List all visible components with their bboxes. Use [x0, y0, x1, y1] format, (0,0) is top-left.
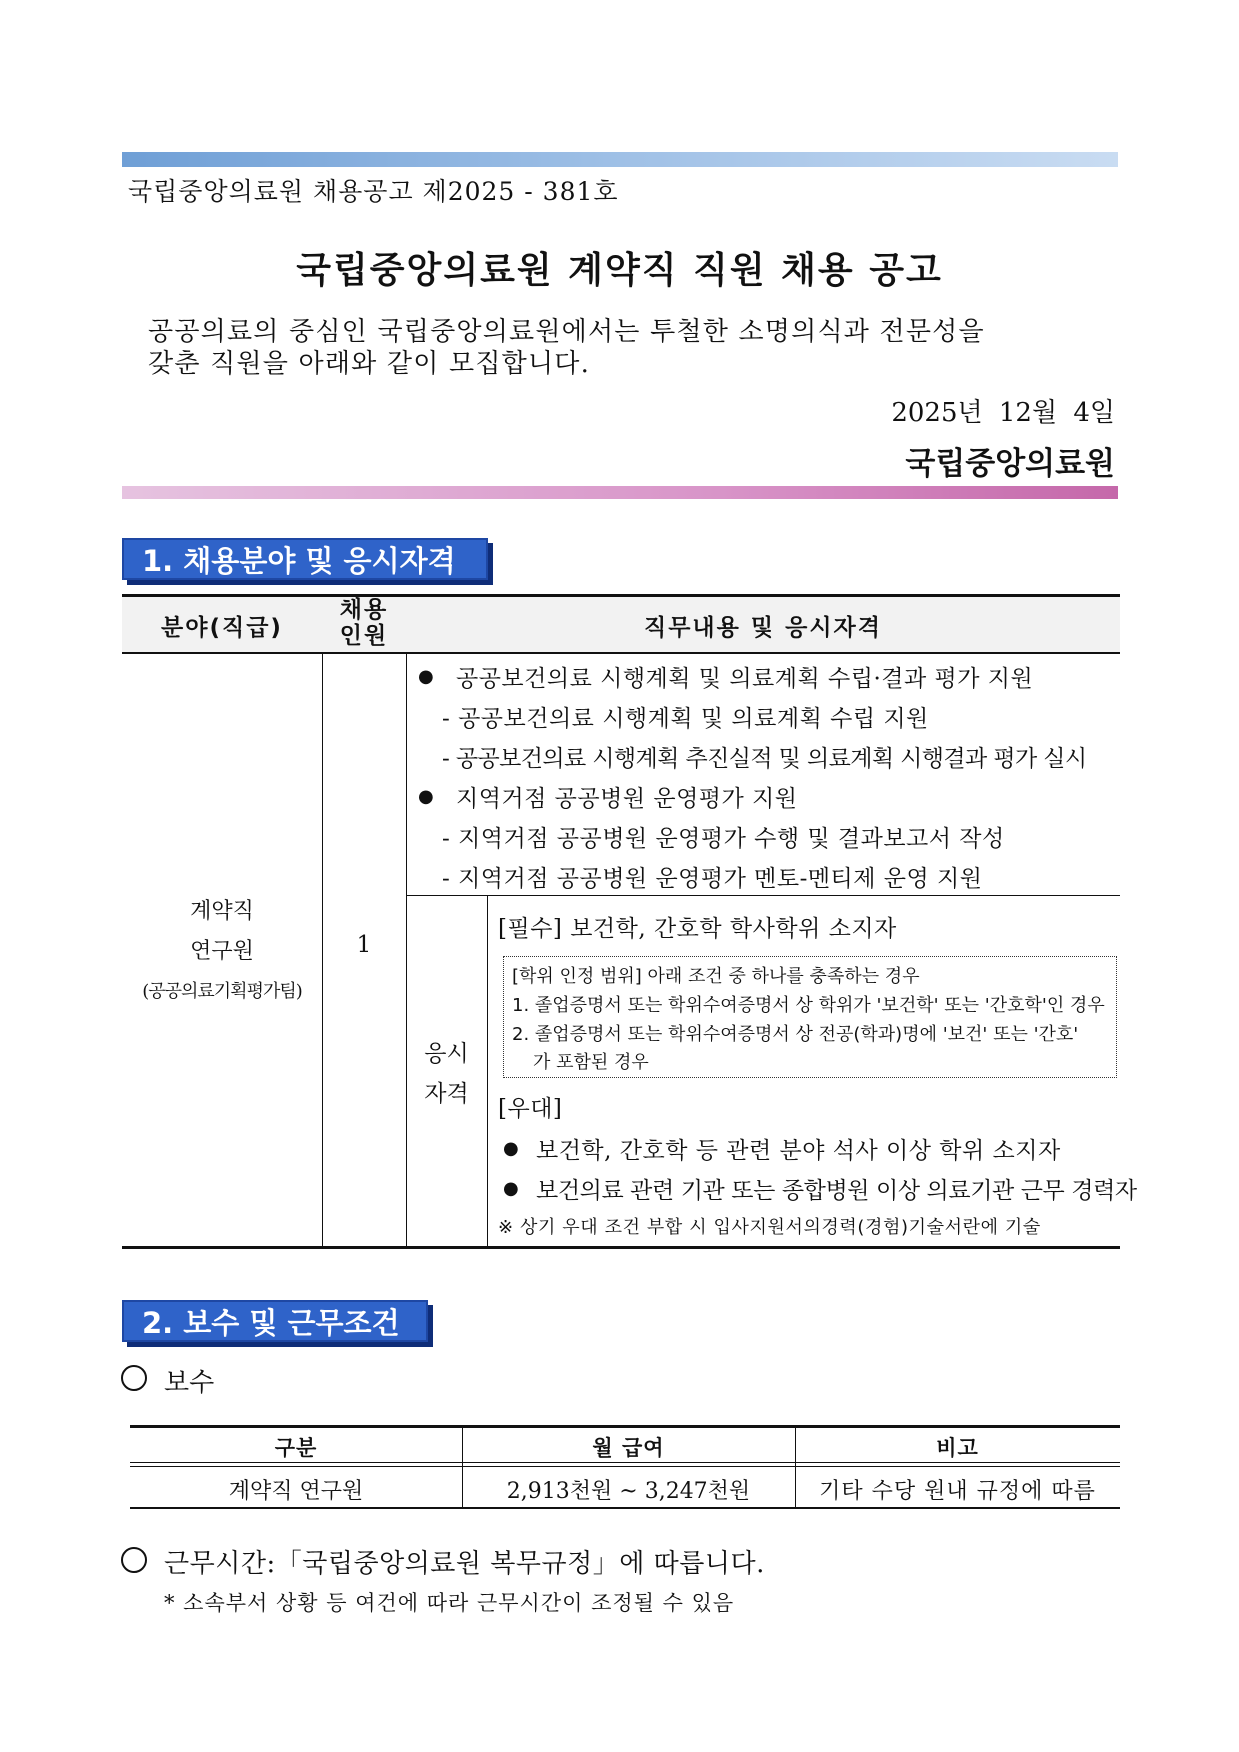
notice-date: 2025년 12월 4일	[891, 398, 1115, 428]
bullet-icon: ●	[418, 666, 434, 687]
organization-name: 국립중앙의료원	[905, 446, 1115, 482]
duty-item: 지역거점 공공병원 운영평가 지원	[456, 786, 798, 812]
work-hours-note: * 소속부서 상황 등 여건에 따라 근무시간이 조정될 수 있음	[164, 1591, 735, 1615]
duty-item: - 지역거점 공공병원 운영평가 멘토-멘티제 운영 지원	[442, 866, 983, 892]
bullet-icon: ●	[503, 1138, 519, 1159]
section-2-heading: 2. 보수 및 근무조건	[122, 1300, 428, 1342]
preferred-item: 보건학, 간호학 등 관련 분야 석사 이상 학위 소지자	[536, 1138, 1061, 1164]
pay-table-top-rule	[130, 1425, 1120, 1428]
field-line-3: (공공의료기획평가팀)	[142, 981, 302, 1002]
preferred-item: 보건의료 관련 기관 또는 종합병원 이상 의료기관 근무 경력자	[536, 1178, 1137, 1204]
bottom-decorative-bar	[122, 486, 1118, 499]
field-cell	[122, 892, 322, 1012]
col-divider-2	[406, 594, 407, 1248]
pay-cell-category: 계약직 연구원	[228, 1479, 364, 1504]
duty-item: - 공공보건의료 시행계획 및 의료계획 수립 지원	[442, 706, 929, 732]
recognition-line: 1. 졸업증명서 또는 학위수여증명서 상 학위가 '보건학' 또는 '간호학'인 경우	[512, 995, 1105, 1016]
intro-line-2: 갖춘 직원을 아래와 같이 모집합니다.	[148, 349, 591, 379]
duty-item: - 공공보건의료 시행계획 추진실적 및 의료계획 시행결과 평가 실시	[442, 746, 1087, 772]
field-line-2: 연구원	[190, 939, 254, 964]
qualification-label-line-1: 응시	[424, 1041, 469, 1067]
table-bottom-rule	[122, 1246, 1120, 1249]
circle-bullet-icon	[121, 1547, 147, 1573]
qualification-label-line-2: 자격	[424, 1081, 469, 1107]
duty-item: 공공보건의료 시행계획 및 의료계획 수립·결과 평가 지원	[456, 666, 1034, 692]
intro-text	[148, 316, 1108, 380]
pay-header-remarks: 비고	[936, 1436, 979, 1460]
pay-table-bottom-rule	[130, 1507, 1120, 1509]
required-qualification: [필수] 보건학, 간호학 학사학위 소지자	[498, 916, 897, 942]
pay-label: 보수	[164, 1368, 215, 1398]
top-decorative-bar	[122, 152, 1118, 167]
count-cell: 1	[356, 932, 372, 958]
intro-line-1: 공공의료의 중심인 국립중앙의료원에서는 투철한 소명의식과 전문성을	[148, 317, 985, 347]
recognition-line: [학위 인정 범위] 아래 조건 중 하나를 충족하는 경우	[512, 966, 920, 987]
table-header-rule	[122, 652, 1120, 654]
col-divider-1	[322, 594, 323, 1248]
pay-cell-remarks: 기타 수당 원내 규정에 따름	[819, 1479, 1096, 1504]
duty-item: - 지역거점 공공병원 운영평가 수행 및 결과보고서 작성	[442, 826, 1005, 852]
page-title: 국립중앙의료원 계약직 직원 채용 공고	[296, 250, 943, 291]
work-hours: 근무시간:「국립중앙의료원 복무규정」에 따릅니다.	[164, 1549, 765, 1579]
col-header-count-line-2: 인원	[339, 623, 389, 649]
pay-table-header-rule-2	[130, 1466, 1120, 1467]
notice-number: 국립중앙의료원 채용공고 제2025 - 381호	[128, 177, 619, 206]
pay-header-category: 구분	[274, 1436, 318, 1460]
col-header-duty: 직무내용 및 응시자격	[644, 615, 882, 641]
bullet-icon: ●	[418, 786, 434, 807]
qual-divider	[487, 895, 488, 1248]
col-header-field: 분야(직급)	[161, 615, 283, 641]
pay-cell-salary: 2,913천원 ~ 3,247천원	[506, 1479, 751, 1504]
qualification-label	[406, 1034, 487, 1114]
section-1-heading: 1. 채용분야 및 응시자격	[122, 538, 488, 580]
duty-qual-rule	[406, 895, 1120, 896]
preferred-label: [우대]	[498, 1096, 563, 1122]
circle-bullet-icon	[121, 1365, 147, 1391]
preferred-note: ※ 상기 우대 조건 부합 시 입사지원서의경력(경험)기술서란에 기술	[498, 1217, 1041, 1238]
field-line-1: 계약직	[190, 899, 254, 924]
pay-header-salary: 월 급여	[592, 1436, 665, 1460]
col-header-count	[322, 597, 406, 649]
bullet-icon: ●	[503, 1178, 519, 1199]
recognition-line: 2. 졸업증명서 또는 학위수여증명서 상 전공(학과)명에 '보건' 또는 '간호'	[512, 1024, 1079, 1045]
recognition-line: 가 포함된 경우	[533, 1052, 649, 1073]
pay-table-header-rule-1	[130, 1462, 1120, 1463]
col-header-count-line-1: 채용	[339, 597, 389, 623]
